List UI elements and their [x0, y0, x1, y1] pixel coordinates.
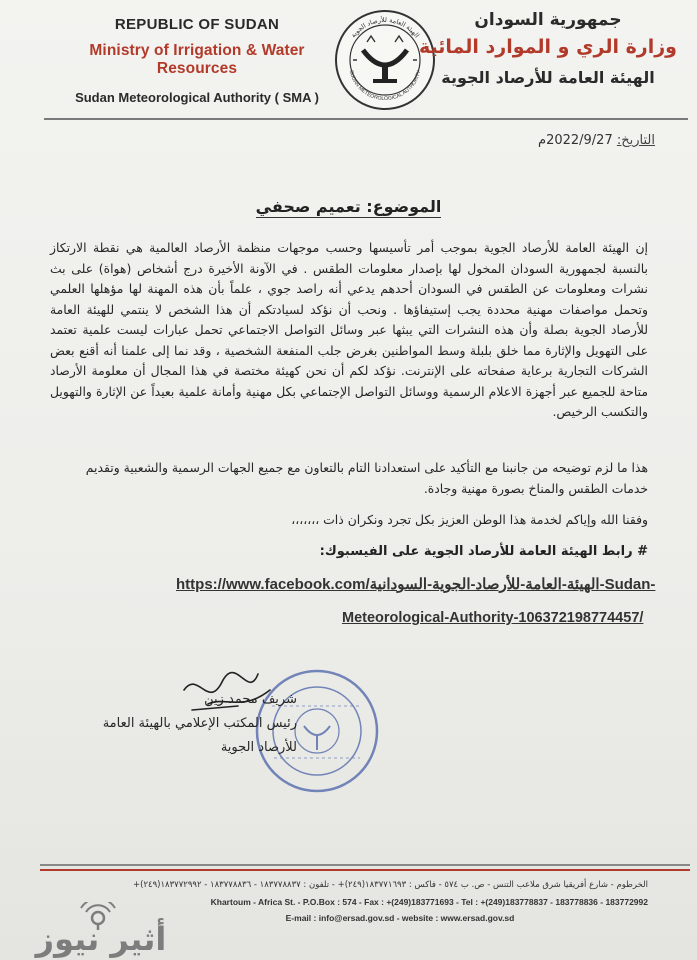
- logo-text-bottom: SUDAN METEOROLOGICAL AUTHORITY: [347, 69, 423, 103]
- authority-title-ar: الهيئة العامة للأرصاد الجوية: [441, 68, 655, 87]
- date-label: التاريخ:: [616, 133, 655, 148]
- facebook-heading: # رابط الهيئة العامة للأرصاد الجوية على الفيسبوك:: [319, 544, 648, 559]
- republic-title-ar: جمهورية السودان: [474, 10, 622, 30]
- footer-address-english: Khartoum - Africa St. - P.O.Box : 574 - Fax : +(249)183771693 - Tel : +(249)183778837 - 183778836 - 183772992: [210, 897, 648, 907]
- body-paragraph-3: وفقنا الله وإياكم لخدمة هذا الوطن العزيز بكل تجرد ونكران ذات ،،،،،،،: [291, 512, 648, 527]
- letterhead-english: [62, 16, 332, 105]
- letterhead-arabic: [413, 10, 683, 87]
- date-value: 2022/9/27م: [538, 133, 613, 148]
- facebook-link-line-2[interactable]: Meteorological-Authority-106372198774457/: [342, 610, 644, 626]
- body-paragraph-1: [50, 238, 648, 423]
- footer-contact: E-mail : info@ersad.gov.sd - website : www.ersad.gov.sd: [285, 913, 515, 923]
- footer-divider-gray: [40, 864, 690, 866]
- watermark-text: أثير نيوز: [35, 920, 167, 958]
- signatory-org: للأرصاد الجوية: [220, 740, 297, 755]
- logo-text-top: الهيئة العامة للأرصاد الجوية: [349, 15, 421, 40]
- subject-text: الموضوع: تعميم صحفي: [255, 197, 442, 216]
- letter-subject: [0, 197, 697, 216]
- footer-divider-red: [40, 869, 690, 871]
- body-paragraph-2: هذا ما لزم توضيحه من جانبنا مع التأكيد على استعدادنا التام بالتعاون مع جميع الجهات الرسمية والشعبية وتقديم خدمات الطقس والمناخ بصورة مهنية وجادة.: [85, 460, 648, 496]
- atheer-news-watermark-icon: [6, 902, 196, 958]
- signature-block: [103, 688, 297, 760]
- header-divider: [44, 118, 688, 120]
- ministry-title-ar: وزارة الري و الموارد المائية: [419, 36, 677, 58]
- facebook-link-line-1[interactable]: https://www.facebook.com/الهيئة-العامة-للأرصاد-الجوية-السودانية-Sudan-: [176, 576, 656, 593]
- footer-address-arabic: الخرطوم - شارع أفريقيا شرق ملاعب التنس - ص. ب ٥٧٤ - فاكس : ١٨٣٧٧١٦٩٣(٢٤٩)+ - تلفون : ١٨٣٧٧٨٨٣٧ - ١٨٣٧٧٨٨٣٦ - ١٨٣٧٧٢٩٩٢(٢٤٩)+: [132, 880, 648, 890]
- ministry-title-en: Ministry of Irrigation & Water Resources: [89, 42, 305, 77]
- signatory-title: رئيس المكتب الإعلامي بالهيئة العامة: [102, 716, 297, 731]
- signatory-name: شريف محمد زين: [204, 692, 297, 707]
- republic-title-en: REPUBLIC OF SUDAN: [114, 16, 280, 33]
- letter-date: [538, 133, 655, 148]
- authority-title-en: Sudan Meteorological Authority ( SMA ): [75, 90, 319, 105]
- paragraph-1-text: إن الهيئة العامة للأرصاد الجوية بموجب أمر تأسيسها وحسب موجهات منظمة الأرصاد العالمية هي نقطة الارتكاز بالنسبة لجمهورية السودان المخول لها بإصدار معلومات الطقس . في الآونة الأخيرة درج أشخاص (هواة) على بث نشرات ومعلومات عن الطقس في السودان أحدهم يدعي أنه راصد جوي ، علماً بأن هذه المهنة لها مؤهلها العلمي وتحمل مواصفات مهنية محددة يجب إستيفاؤها . ونحب أن نؤكد لسيادتكم أن هذا الشخص لا ينتمي للهيئة العامة للأرصاد الجوية بصلة وأن هذه النشرات التي يبثها عبر وسائل التواصل الاجتماعي تحمل عبارات ليست علمية تعتمد على التهويل والإثارة مما خلق بلبلة وسط المواطنين بغرض جلب المنفعة الشخصية ، وقد نما إلى علمنا أنه أقنع بعض الشركات التجارية برعاية صفحاته على الإنترنت. نؤكد لكم أن نحن كهيئة مختصة في هذا المجال أن معلومة الأرصاد متاحة للجميع عبر أجهزة الاعلام الرسمية ووسائل التواصل الإجتماعي بكل مهنية وأمانة علمية بعيداً عن الإثارة والتهويل والتكسب الرخيص.: [50, 240, 648, 419]
